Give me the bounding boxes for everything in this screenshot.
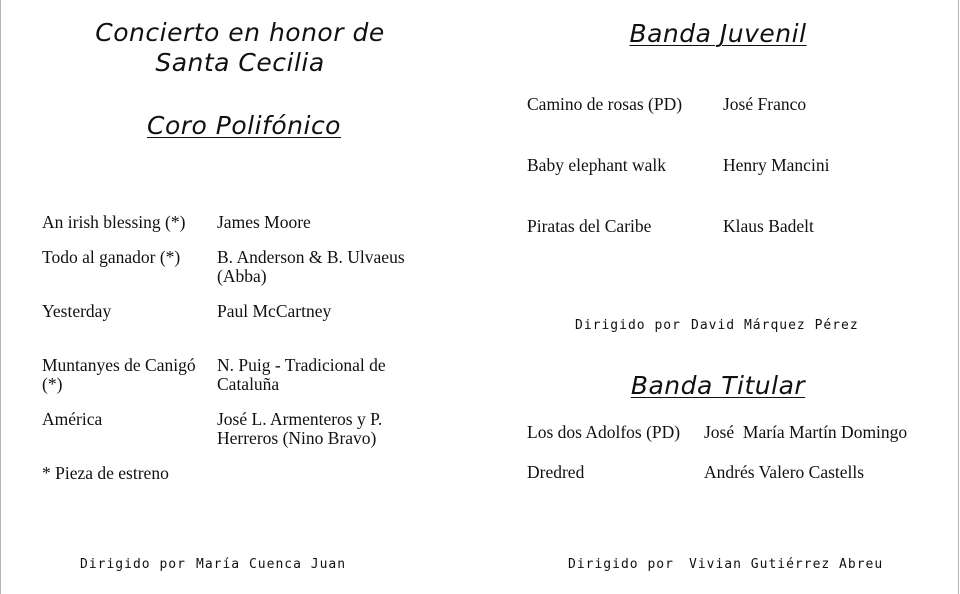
concert-title — [40, 18, 440, 78]
composer-name: Henry Mancini — [723, 155, 830, 175]
concert-title-line-2: Santa Cecilia — [155, 48, 325, 77]
director-name: María Cuenca Juan — [196, 557, 347, 572]
piece-title: Camino de rosas (PD) — [527, 94, 683, 114]
piece-title: Piratas del Caribe — [527, 216, 652, 236]
page-edge-right — [958, 0, 959, 594]
director-name: David Márquez Pérez — [691, 318, 859, 333]
director-label: Dirigido por — [568, 557, 674, 572]
piece-title: Baby elephant walk — [527, 155, 666, 175]
director-label: Dirigido por — [80, 557, 186, 572]
piece-title: Dredred — [527, 462, 585, 482]
director-name: Vivian Gutiérrez Abreu — [689, 557, 884, 572]
composer-name: Paul McCartney — [217, 301, 332, 321]
composer-name: N. Puig - Tradicional de Cataluña — [217, 355, 386, 394]
section-title-titular-text: Banda Titular — [630, 371, 806, 400]
composer-name: José Franco — [723, 94, 807, 114]
piece-title: Yesterday — [42, 301, 112, 321]
concert-title-line-1: Concierto en honor de — [95, 18, 385, 47]
composer-name: José L. Armenteros y P. Herreros (Nino Bravo) — [217, 409, 383, 448]
composer-name: Klaus Badelt — [723, 216, 814, 236]
section-title-coro-text: Coro Polifónico — [147, 111, 341, 140]
section-title-juvenil-text: Banda Juvenil — [629, 19, 807, 48]
section-title-coro — [44, 111, 444, 141]
composer-name: José María Martín Domingo — [704, 422, 908, 442]
piece-title: An irish blessing (*) — [42, 212, 186, 232]
composer-name: B. Anderson & B. Ulvaeus (Abba) — [217, 247, 405, 286]
piece-title: Los dos Adolfos (PD) — [527, 422, 681, 442]
piece-title: Muntanyes de Canigó (*) — [42, 355, 196, 394]
piece-title: América — [42, 409, 103, 429]
director-label: Dirigido por — [575, 318, 681, 333]
page-edge-left — [0, 0, 1, 594]
section-title-juvenil — [518, 19, 918, 49]
section-title-titular — [518, 371, 918, 401]
premiere-footnote: * Pieza de estreno — [42, 463, 169, 483]
composer-name: James Moore — [217, 212, 311, 232]
piece-title: Todo al ganador (*) — [42, 247, 181, 267]
composer-name: Andrés Valero Castells — [704, 462, 865, 482]
